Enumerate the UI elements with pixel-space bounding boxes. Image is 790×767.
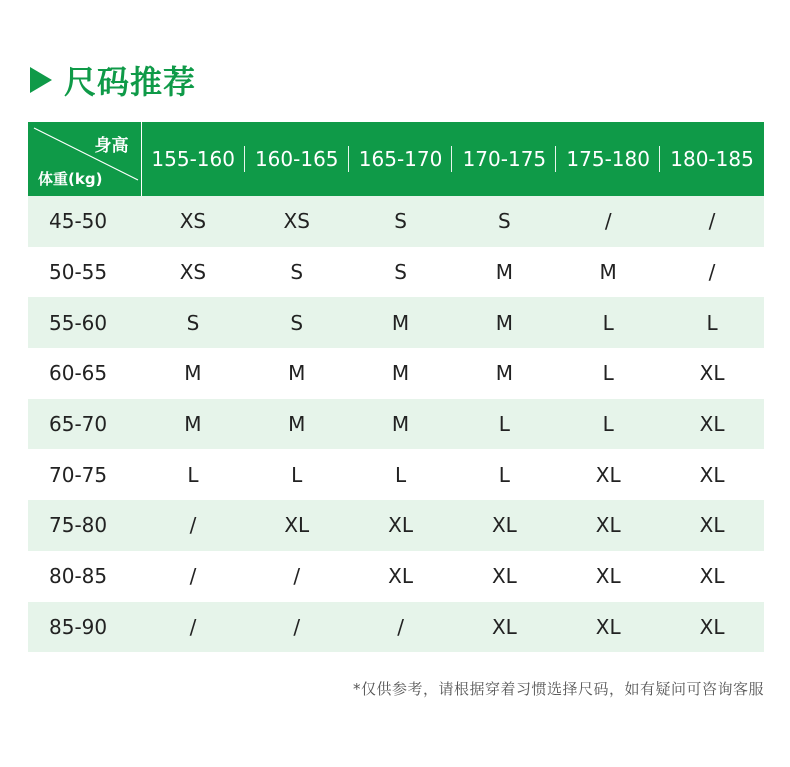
size-cell: XL — [556, 449, 660, 500]
table-row — [28, 297, 764, 348]
height-header-cell: 165-170 — [349, 122, 453, 196]
weight-cell: 80-85 — [28, 551, 141, 602]
weight-cell: 85-90 — [28, 602, 141, 653]
size-cell: M — [349, 399, 453, 450]
header-row — [28, 122, 764, 196]
weight-cell: 60-65 — [28, 348, 141, 399]
size-cell: XL — [452, 500, 556, 551]
height-header-cell: 155-160 — [141, 122, 245, 196]
size-cell: L — [556, 399, 660, 450]
size-cell: / — [349, 602, 453, 653]
table-row — [28, 602, 764, 653]
size-cell: / — [141, 602, 245, 653]
weight-axis-label: 体重(kg) — [38, 170, 103, 188]
weight-cell: 75-80 — [28, 500, 141, 551]
size-cell: / — [245, 551, 349, 602]
size-cell: XL — [660, 449, 764, 500]
table-row — [28, 449, 764, 500]
table-row — [28, 247, 764, 298]
corner-header-cell — [28, 122, 141, 196]
size-cell: M — [141, 399, 245, 450]
size-cell: L — [349, 449, 453, 500]
height-header-cell: 175-180 — [556, 122, 660, 196]
weight-cell: 70-75 — [28, 449, 141, 500]
section-title-text: 尺码推荐 — [64, 63, 197, 101]
height-header-cell: 180-185 — [660, 122, 764, 196]
size-cell: M — [349, 348, 453, 399]
size-cell: S — [452, 196, 556, 247]
size-cell: XL — [660, 551, 764, 602]
size-cell: XL — [556, 551, 660, 602]
table-row — [28, 196, 764, 247]
size-cell: S — [349, 247, 453, 298]
size-cell: XL — [660, 602, 764, 653]
triangle-right-icon — [30, 67, 52, 93]
height-header-cell: 160-165 — [245, 122, 349, 196]
weight-cell: 55-60 — [28, 297, 141, 348]
size-cell: XL — [245, 500, 349, 551]
size-cell: / — [141, 500, 245, 551]
height-axis-label: 身高 — [94, 136, 129, 156]
size-cell: / — [660, 196, 764, 247]
table-row — [28, 399, 764, 450]
size-cell: L — [245, 449, 349, 500]
size-cell: M — [349, 297, 453, 348]
size-cell: XL — [660, 500, 764, 551]
size-cell: M — [452, 297, 556, 348]
size-cell: M — [452, 348, 556, 399]
weight-cell: 45-50 — [28, 196, 141, 247]
size-cell: L — [556, 297, 660, 348]
size-cell: XL — [660, 348, 764, 399]
size-cell: L — [556, 348, 660, 399]
size-cell: L — [452, 399, 556, 450]
size-cell: XL — [452, 602, 556, 653]
size-cell: L — [452, 449, 556, 500]
size-cell: M — [141, 348, 245, 399]
size-cell: M — [245, 348, 349, 399]
size-recommendation-table — [28, 122, 764, 652]
weight-cell: 65-70 — [28, 399, 141, 450]
size-cell: L — [660, 297, 764, 348]
table-row — [28, 551, 764, 602]
table-row — [28, 348, 764, 399]
size-cell: S — [245, 297, 349, 348]
size-cell: S — [141, 297, 245, 348]
size-cell: XL — [556, 602, 660, 653]
size-cell: / — [556, 196, 660, 247]
size-cell: S — [349, 196, 453, 247]
size-cell: XS — [141, 196, 245, 247]
size-cell: / — [141, 551, 245, 602]
size-cell: XS — [141, 247, 245, 298]
disclaimer-note: *仅供参考，请根据穿着习惯选择尺码，如有疑问可咨询客服 — [352, 680, 764, 698]
size-cell: / — [660, 247, 764, 298]
size-cell: XS — [245, 196, 349, 247]
table-row — [28, 500, 764, 551]
size-cell: M — [245, 399, 349, 450]
size-cell: XL — [452, 551, 556, 602]
size-cell: S — [245, 247, 349, 298]
size-cell: XL — [349, 500, 453, 551]
section-title — [30, 56, 196, 104]
height-header-cell: 170-175 — [452, 122, 556, 196]
size-cell: M — [452, 247, 556, 298]
size-cell: XL — [660, 399, 764, 450]
weight-cell: 50-55 — [28, 247, 141, 298]
size-cell: XL — [556, 500, 660, 551]
size-cell: XL — [349, 551, 453, 602]
size-cell: M — [556, 247, 660, 298]
size-cell: / — [245, 602, 349, 653]
size-cell: L — [141, 449, 245, 500]
